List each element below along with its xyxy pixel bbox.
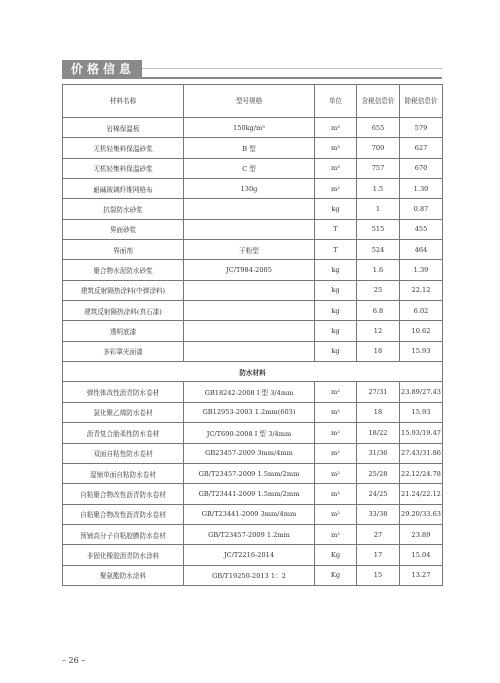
table-row <box>63 524 443 544</box>
cell-unit: kg <box>315 280 357 300</box>
cell-spec: GB23457-2009 3mm/4mm <box>184 443 315 463</box>
cell-name: 建筑反射隔热涂料(真石漆) <box>63 301 184 321</box>
table-row <box>63 321 443 341</box>
cell-unit: m² <box>315 484 357 504</box>
cell-spec <box>184 321 315 341</box>
cell-tax-incl: 18 <box>357 341 400 361</box>
table-row <box>63 545 443 565</box>
section-title: 价格信息 <box>62 60 142 78</box>
cell-spec: 130g <box>184 179 315 199</box>
cell-unit: m³ <box>315 158 357 178</box>
cell-tax-excl: 1.39 <box>400 260 443 280</box>
cell-spec: GB/T19250-2013 1：2 <box>184 565 315 585</box>
cell-tax-incl: 17 <box>357 545 400 565</box>
cell-name: 抗裂防水砂浆 <box>63 199 184 219</box>
cell-spec <box>184 301 315 321</box>
cell-unit: kg <box>315 321 357 341</box>
table-row <box>63 341 443 361</box>
cell-tax-excl: 464 <box>400 240 443 260</box>
cell-unit: T <box>315 219 357 239</box>
table-row <box>63 179 443 199</box>
cell-name: 透明底漆 <box>63 321 184 341</box>
cell-unit: m³ <box>315 118 357 138</box>
cell-tax-excl: 27.43/31.86 <box>400 443 443 463</box>
cell-name: 湿铺单面自粘防水卷材 <box>63 463 184 483</box>
col-header-unit: 单位 <box>315 85 357 118</box>
cell-tax-incl: 27/31 <box>357 382 400 402</box>
col-header-name: 材料名称 <box>63 85 184 118</box>
page-number: – 26 – <box>62 656 86 665</box>
col-header-spec: 型号规格 <box>184 85 315 118</box>
cell-tax-excl: 21.24/22.12 <box>400 484 443 504</box>
cell-spec <box>184 341 315 361</box>
table-row <box>63 402 443 422</box>
cell-tax-excl: 15.93 <box>400 341 443 361</box>
cell-tax-excl: 15.93 <box>400 402 443 422</box>
cell-unit: m² <box>315 463 357 483</box>
cell-name: 预铺高分子自粘胶膜防水卷材 <box>63 524 184 544</box>
cell-spec: C 型 <box>184 158 315 178</box>
cell-tax-excl: 22.12/24.78 <box>400 463 443 483</box>
cell-tax-excl: 13.27 <box>400 565 443 585</box>
cell-tax-excl: 29.20/33.63 <box>400 504 443 524</box>
cell-unit: m² <box>315 179 357 199</box>
cell-name: 建筑反射隔热涂料(中弹涂料) <box>63 280 184 300</box>
cell-name: 自粘聚合物改性沥青防水卷材 <box>63 484 184 504</box>
table-row <box>63 240 443 260</box>
cell-tax-incl: 6.8 <box>357 301 400 321</box>
cell-spec: GB12953-2003 1.2mm(603) <box>184 402 315 422</box>
cell-tax-incl: 27 <box>357 524 400 544</box>
cell-tax-incl: 25 <box>357 280 400 300</box>
cell-spec <box>184 219 315 239</box>
cell-name: 自粘聚合物改性沥青防水卷材 <box>63 504 184 524</box>
cell-unit: Kg <box>315 545 357 565</box>
cell-spec: JC/T984-2005 <box>184 260 315 280</box>
table-row <box>63 280 443 300</box>
table-row <box>63 565 443 585</box>
cell-tax-excl: 15.93/19.47 <box>400 423 443 443</box>
col-header-tax-incl <box>357 85 400 118</box>
cell-name: 双面自粘性防水卷材 <box>63 443 184 463</box>
cell-unit: T <box>315 240 357 260</box>
cell-tax-excl: 0.87 <box>400 199 443 219</box>
cell-tax-incl: 515 <box>357 219 400 239</box>
cell-spec: GB/T23457-2009 1.2mm <box>184 524 315 544</box>
cell-tax-incl: 757 <box>357 158 400 178</box>
cell-name: 无机轻集料保温砂浆 <box>63 158 184 178</box>
col-header-tax-excl <box>400 85 443 118</box>
cell-unit: kg <box>315 301 357 321</box>
cell-tax-excl: 579 <box>400 118 443 138</box>
cell-tax-incl: 24/25 <box>357 484 400 504</box>
cell-name: 弹性体改性沥青防水卷材 <box>63 382 184 402</box>
cell-spec: JC/T2216-2014 <box>184 545 315 565</box>
cell-name: 氯化聚乙烯防水卷材 <box>63 402 184 422</box>
cell-tax-incl: 33/38 <box>357 504 400 524</box>
header-thin-rule <box>142 68 442 69</box>
cell-spec: GB/T23441-2009 3mm/4mm <box>184 504 315 524</box>
cell-name: 聚合物水泥防水砂浆 <box>63 260 184 280</box>
cell-tax-excl: 23.89 <box>400 524 443 544</box>
cell-unit: kg <box>315 199 357 219</box>
table-row <box>63 158 443 178</box>
cell-spec: 干粉型 <box>184 240 315 260</box>
cell-tax-excl: 627 <box>400 138 443 158</box>
cell-tax-incl: 1.6 <box>357 260 400 280</box>
cell-unit: m² <box>315 504 357 524</box>
cell-tax-incl: 524 <box>357 240 400 260</box>
cell-tax-incl: 18/22 <box>357 423 400 443</box>
cell-name: 界面剂 <box>63 240 184 260</box>
cell-tax-incl: 1.5 <box>357 179 400 199</box>
cell-spec <box>184 199 315 219</box>
header-rule <box>62 77 442 79</box>
cell-spec: GB18242-2008 Ⅰ 型 3/4mm <box>184 382 315 402</box>
table-row <box>63 138 443 158</box>
cell-name: 岩棉保温板 <box>63 118 184 138</box>
table-row <box>63 219 443 239</box>
cell-tax-excl: 6.02 <box>400 301 443 321</box>
cell-tax-incl: 1 <box>357 199 400 219</box>
table-row <box>63 504 443 524</box>
cell-name: 聚氨酯防水涂料 <box>63 565 184 585</box>
cell-tax-excl: 10.62 <box>400 321 443 341</box>
cell-unit: m² <box>315 382 357 402</box>
table-row <box>63 484 443 504</box>
price-table <box>62 84 443 586</box>
cell-tax-incl: 15 <box>357 565 400 585</box>
cell-name: 耐碱玻璃纤维网格布 <box>63 179 184 199</box>
cell-spec: 150kg/m³ <box>184 118 315 138</box>
table-row <box>63 199 443 219</box>
col-header-tax-excl-label: 除税信息价 <box>404 97 438 105</box>
cell-tax-incl: 31/36 <box>357 443 400 463</box>
cell-unit: m² <box>315 524 357 544</box>
section2-title: 防水材料 <box>63 362 443 382</box>
cell-unit: m³ <box>315 138 357 158</box>
section-row <box>63 362 443 382</box>
cell-spec: GB/T23457-2009 1.5mm/2mm <box>184 463 315 483</box>
cell-unit: kg <box>315 341 357 361</box>
cell-tax-incl: 18 <box>357 402 400 422</box>
cell-tax-excl: 22.12 <box>400 280 443 300</box>
cell-name: 多彩罩光面漆 <box>63 341 184 361</box>
table-row <box>63 463 443 483</box>
cell-unit: m² <box>315 423 357 443</box>
cell-name: 沥青复合胎柔性防水卷材 <box>63 423 184 443</box>
table-row <box>63 382 443 402</box>
cell-tax-excl: 1.30 <box>400 179 443 199</box>
table-row <box>63 423 443 443</box>
table-row <box>63 301 443 321</box>
cell-tax-excl: 670 <box>400 158 443 178</box>
cell-tax-excl: 23.89/27.43 <box>400 382 443 402</box>
cell-tax-incl: 12 <box>357 321 400 341</box>
cell-unit: kg <box>315 260 357 280</box>
table-header-row <box>63 85 443 118</box>
cell-tax-incl: 655 <box>357 118 400 138</box>
cell-name: 界面砂浆 <box>63 219 184 239</box>
cell-spec: B 型 <box>184 138 315 158</box>
table-row <box>63 118 443 138</box>
cell-name: 非固化橡胶沥青防水涂料 <box>63 545 184 565</box>
cell-name: 无机轻集料保温砂浆 <box>63 138 184 158</box>
cell-unit: m² <box>315 443 357 463</box>
cell-unit: Kg <box>315 565 357 585</box>
cell-tax-incl: 709 <box>357 138 400 158</box>
cell-spec <box>184 280 315 300</box>
table-row <box>63 443 443 463</box>
cell-tax-excl: 15.04 <box>400 545 443 565</box>
col-header-tax-incl-label: 含税信息价 <box>361 97 395 105</box>
cell-tax-incl: 25/28 <box>357 463 400 483</box>
cell-spec: GB/T23441-2009 1.5mm/2mm <box>184 484 315 504</box>
cell-unit: m² <box>315 402 357 422</box>
cell-tax-excl: 455 <box>400 219 443 239</box>
table-row <box>63 260 443 280</box>
cell-spec: JC/T690-2008 Ⅰ 型 3/4mm <box>184 423 315 443</box>
